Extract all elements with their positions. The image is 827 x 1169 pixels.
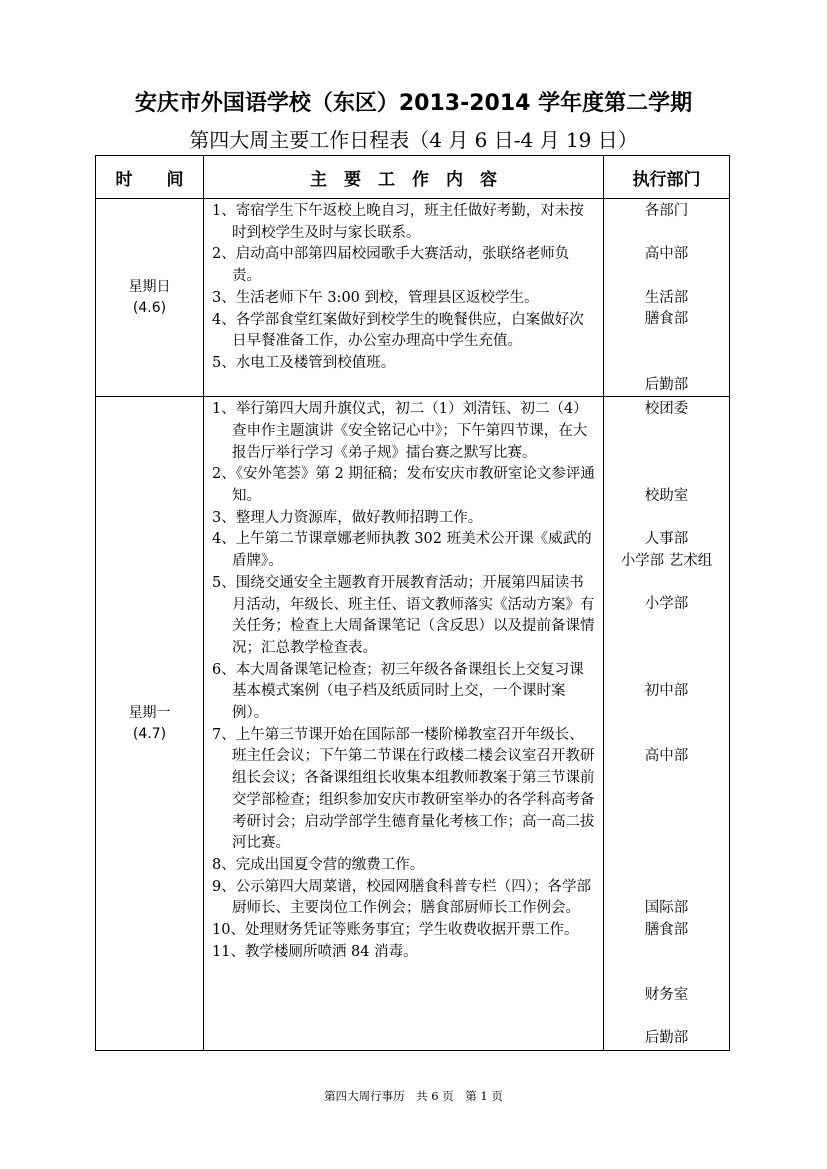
list-item: 3、整理人力资源库，做好教师招聘工作。	[212, 509, 483, 526]
dept-label	[604, 876, 729, 898]
dept-label: 后勤部	[644, 1030, 689, 1047]
dept-label	[604, 833, 729, 855]
page-footer: 第四大周行事历 共 6 页 第 1 页	[324, 1089, 503, 1103]
list-item: 6、本大周备课笔记检查；初三年级各备课组长上交复习课基本模式案例（电子档及纸质同时上交，一个课时案例）。	[212, 661, 584, 722]
day-cell	[96, 397, 204, 1051]
document-subtitle: 第四大周主要工作日程表（4 月 6 日-4 月 19 日）	[189, 128, 638, 152]
content-cell	[204, 397, 604, 1051]
header-row	[96, 156, 730, 199]
dept-label: 国际部	[644, 900, 689, 916]
dept-label	[604, 963, 729, 985]
dept-label	[604, 659, 729, 681]
day-name: 星期一	[128, 704, 171, 721]
list-item: 2、启动高中部第四届校园歌手大赛活动，张联络老师负责。	[212, 246, 570, 285]
header-time: 时 间	[96, 156, 204, 199]
dept-label: 高中部	[644, 748, 689, 765]
list-item: 5、围绕交通安全主题教育开展教育活动；开展第四届读书月活动，年级长、班主任、语文教师落实《活动方案》有关任务；检查上大周备课笔记（含反思）以及提前备课情况；汇总教学检查表。	[212, 574, 595, 656]
list-item: 10、处理财务凭证等账务事宜；学生收费收据开票工作。	[212, 922, 579, 939]
dept-label: 初中部	[644, 683, 689, 700]
dept-label	[604, 855, 729, 877]
dept-label	[604, 443, 729, 465]
header-content: 主 要 工 作 内 容	[204, 156, 604, 199]
dept-label	[604, 421, 729, 443]
dept-label	[604, 508, 729, 530]
dept-label	[604, 266, 729, 288]
dept-label	[604, 790, 729, 812]
dept-label: 膳食部	[644, 921, 689, 938]
dept-label: 校助室	[644, 487, 689, 504]
list-item: 1、寄宿学生下午返校上晚自习，班主任做好考勤，对未按时到校学生及时与家长联系。	[212, 203, 584, 241]
day-name: 星期日	[128, 278, 171, 295]
list-item: 4、上午第二节课章娜老师执教 302 班美术公开课《威武的盾牌》。	[212, 531, 592, 570]
dept-label: 后勤部	[644, 376, 689, 393]
dept-label	[604, 725, 729, 747]
day-cell	[96, 199, 204, 397]
list-item: 2、《安外笔荟》第 2 期征稿；发布安庆市教研室论文参评通知。	[212, 466, 595, 504]
dept-label	[604, 1006, 729, 1028]
dept-label	[604, 941, 729, 963]
dept-label: 高中部	[644, 246, 689, 263]
table-row	[96, 199, 730, 397]
list-item: 5、水电工及楼管到校值班。	[212, 354, 396, 371]
list-item: 3、生活老师下午 3:00 到校，管理县区返校学生。	[212, 289, 539, 306]
list-item: 9、公示第四大周菜谱，校园网膳食科普专栏（四）；各学部厨师长、主要岗位工作例会；膳食部厨师长工作例会。	[212, 878, 591, 917]
header-dept: 执行部门	[604, 156, 730, 199]
table-row	[96, 397, 730, 1051]
dept-label	[604, 811, 729, 833]
day-date: (4.6)	[132, 299, 167, 316]
dept-label: 膳食部	[644, 311, 689, 328]
dept-label	[604, 616, 729, 638]
list-item: 11、教学楼厕所喷洒 84 消毒。	[212, 943, 418, 960]
dept-label	[604, 223, 729, 245]
dept-label	[604, 703, 729, 725]
list-item: 7、上午第三节课开始在国际部一楼阶梯教室召开年级长、班主任会议；下午第二节课在行政楼二楼会议室召开教研组长会议；各备课组组长收集本组教师教案于第三节课前交学部检查；组织参加安庆市教研室举办的各学科高考备考研讨会；启动学部学生德育量化考核工作；高一高二拔河比赛。	[212, 726, 595, 852]
list-item: 8、完成出国夏令营的缴费工作。	[212, 856, 425, 873]
list-item: 4、各学部食堂红案做好到校学生的晚餐供应，白案做好次日早餐准备工作，办公室办理高中学生充值。	[212, 311, 584, 350]
dept-label	[604, 353, 729, 375]
dept-label: 小学部 艺术组	[620, 553, 713, 569]
dept-label	[604, 573, 729, 595]
dept-label	[604, 464, 729, 486]
dept-label: 财务室	[644, 986, 689, 1003]
dept-label: 人事部	[644, 531, 689, 548]
day-date: (4.7)	[132, 725, 167, 742]
dept-cell	[604, 397, 730, 1051]
document-title: 安庆市外国语学校（东区）2013-2014 学年度第二学期	[134, 91, 693, 116]
content-cell	[204, 199, 604, 397]
schedule-table	[95, 155, 730, 1051]
dept-label: 小学部	[644, 596, 689, 613]
dept-label: 各部门	[644, 203, 689, 219]
dept-label	[604, 638, 729, 660]
dept-label: 生活部	[644, 289, 689, 306]
dept-cell	[604, 199, 730, 397]
dept-label	[604, 768, 729, 790]
dept-label: 校团委	[644, 401, 689, 418]
list-item: 1、举行第四大周升旗仪式，初二（1）刘清钰、初二（4）查申作主题演讲《安全铭记心中》；下午第四节课，在大报告厅举行学习《弟子规》擂台赛之默写比赛。	[212, 401, 588, 461]
dept-label	[604, 331, 729, 353]
